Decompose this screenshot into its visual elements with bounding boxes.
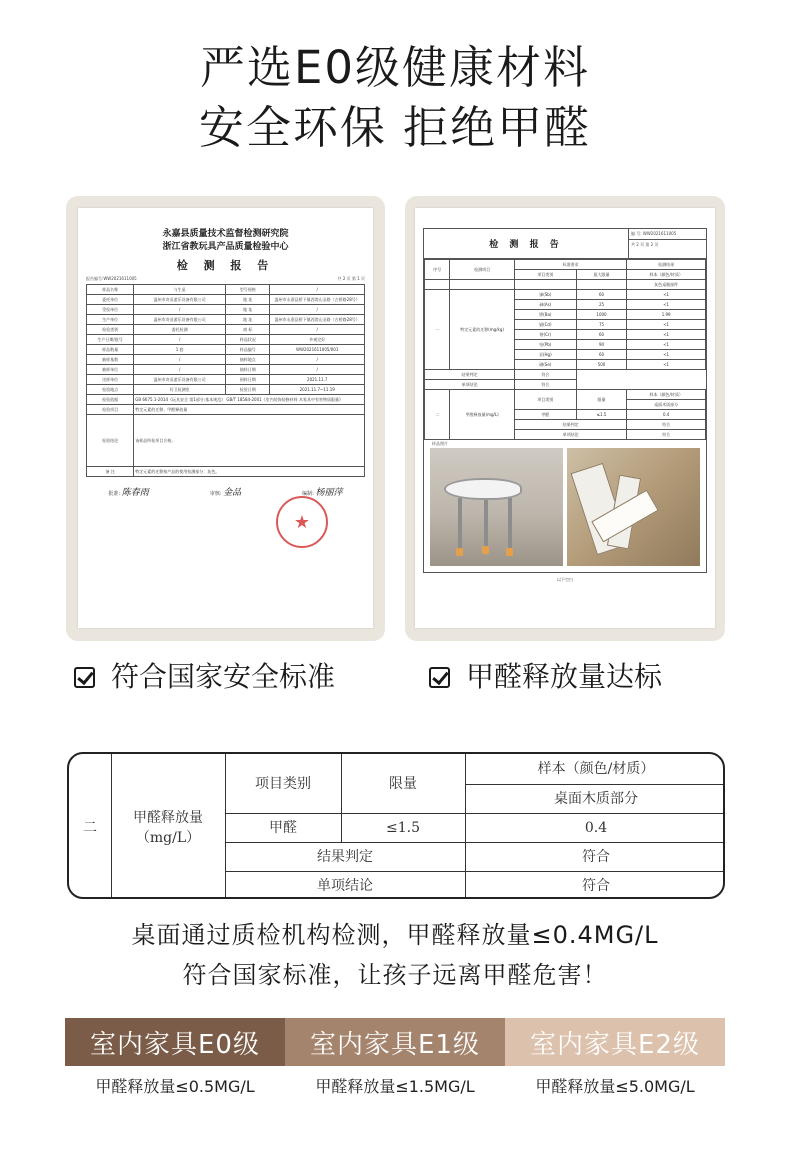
table-row [87, 305, 365, 315]
s2-sample: 桌面木质部分 [627, 400, 706, 410]
table-row [425, 380, 706, 390]
field-value: / [134, 335, 226, 345]
col-max: 最大限量 [576, 270, 627, 280]
col-no: 序号 [425, 260, 450, 280]
grade-e1-banner: 室内家具E1级 [285, 1018, 505, 1066]
table-row [87, 375, 365, 385]
report-info-table [86, 284, 365, 477]
spec-section-no: 二 [83, 819, 97, 836]
grade-e1-limit: 甲醛释放量≤1.5MG/L [315, 1077, 475, 1096]
field-label: 样品状况 [225, 335, 269, 345]
field-value: 1 套 [134, 345, 226, 355]
s1-single-label: 单项结论 [425, 380, 515, 390]
page-number: 共 2 页 第 1 页 [337, 276, 365, 281]
element-limit: 1000 [576, 310, 627, 320]
report-card-left [66, 196, 385, 641]
approver-signature: 陈春雨 [121, 488, 149, 498]
report-title: 检 测 报 告 [176, 259, 275, 272]
field-label: 地 址 [225, 305, 269, 315]
table-row [425, 280, 706, 290]
check-formaldehyde-text: 甲醛释放量达标 [466, 660, 663, 693]
spec-row-limit: ≤1.5 [386, 819, 420, 836]
col-result: 检测结果 [627, 260, 706, 270]
field-value: 温州市永嘉县桥下镇西湾山圣路（古桥路28号） [270, 295, 365, 305]
s2-sample-head: 样本（颜色/材质） [627, 390, 706, 400]
s2-result-label: 结果判定 [514, 420, 626, 430]
spec-single-value: 符合 [582, 878, 610, 894]
field-value: WW2021611005/001 [270, 345, 365, 355]
field-value: / [270, 325, 365, 335]
field-label: 抽样单位 [87, 365, 134, 375]
element-limit: 60 [576, 290, 627, 300]
items-label: 检验项目 [87, 405, 134, 415]
element-name: 硒(Se) [514, 360, 576, 370]
element-result: <1 [627, 340, 706, 350]
table-row [87, 345, 365, 355]
s2-no: 二 [425, 390, 450, 440]
grade-e0-limit: 甲醛释放量≤0.5MG/L [95, 1077, 255, 1096]
s2-single-label: 单项结论 [514, 430, 626, 440]
element-result: <1 [627, 330, 706, 340]
reviewer-signature: 金品 [223, 488, 242, 498]
basis-label: 检验依据 [87, 395, 134, 405]
check-safety-standard [74, 657, 335, 697]
field-value: 与生桌 [134, 285, 226, 295]
field-value: 温州市奇妥游乐设备有限公司 [134, 295, 226, 305]
field-label: 地 址 [225, 315, 269, 325]
field-label: 生产日期/批号 [87, 335, 134, 345]
field-label: 抽样地点 [225, 355, 269, 365]
report-number: 报告编号:WW2021611005 [86, 276, 137, 281]
field-value: / [270, 365, 365, 375]
field-value: / [134, 305, 226, 315]
element-name: 铅(Pb) [514, 340, 576, 350]
col-category: 项目类别 [514, 270, 576, 280]
s2-value: 0.4 [627, 410, 706, 420]
sample-photos [424, 448, 706, 572]
s1-result-label: 结果判定 [425, 370, 515, 380]
element-limit: 75 [576, 320, 627, 330]
element-limit: 60 [576, 330, 627, 340]
field-value: 温州市永嘉县桥下镇西湾山圣路（古桥路28号） [270, 315, 365, 325]
table-row [87, 315, 365, 325]
field-label: 检验日期 [225, 385, 269, 395]
spec-item-name-2: （mg/L） [135, 829, 201, 846]
spec-single-label: 单项结论 [317, 878, 373, 894]
field-value: / [134, 355, 226, 365]
s1-single: 符合 [514, 380, 576, 390]
table-row [425, 290, 706, 300]
sample-table-photo [430, 448, 563, 566]
formaldehyde-spec-table [67, 752, 725, 899]
field-value: 2021.11.7~11.19 [270, 385, 365, 395]
checkbox-icon [74, 667, 95, 688]
table-row [425, 370, 706, 380]
s2-category: 项目类别 [514, 390, 576, 410]
spec-sample-part: 桌面木质部分 [554, 790, 638, 807]
report-header [424, 229, 706, 259]
table-row [87, 415, 365, 467]
element-name: 锑(Sb) [514, 290, 576, 300]
table-row [87, 395, 365, 405]
field-value: 好卫检测室 [134, 385, 226, 395]
field-label: 检验地点 [87, 385, 134, 395]
element-name: 砷(As) [514, 300, 576, 310]
table-row [425, 390, 706, 400]
spec-item-name-1: 甲醛释放量 [133, 809, 203, 826]
field-value: 外观完好 [270, 335, 365, 345]
s1-name: 特定元素的迁移(mg/kg) [450, 290, 515, 370]
spec-header-limit: 限量 [389, 775, 417, 792]
sample-board-photo [567, 448, 700, 566]
s2-limit-value: ≤1.5 [576, 410, 627, 420]
col-sample: 样本（颜色/材质） [627, 270, 706, 280]
report-end-note: 以下空白 [557, 577, 573, 582]
summary-line-1: 桌面通过质检机构检测，甲醛释放量≤0.4MG/L [131, 921, 659, 949]
element-result: <1 [627, 360, 706, 370]
field-label: 地 址 [225, 295, 269, 305]
field-label: 样品数量 [87, 345, 134, 355]
table-row [87, 295, 365, 305]
report-meta [78, 276, 373, 282]
table-row [425, 260, 706, 270]
approver: 批准: 陈春雨 [108, 488, 149, 498]
results-table [424, 259, 706, 440]
s2-single: 符合 [627, 430, 706, 440]
element-name: 铬(Cr) [514, 330, 576, 340]
spec-item-name [111, 754, 225, 899]
spec-header-sample: 样本（颜色/材质） [537, 761, 655, 777]
institute-name-1: 永嘉县质量技术监督检测研究院 [162, 229, 289, 239]
spec-result-label: 结果判定 [317, 848, 373, 865]
sample-color: 灰色桌腿部件 [627, 280, 706, 290]
element-result: <1 [627, 320, 706, 330]
field-value: 2021.11.7 [270, 375, 365, 385]
element-result: <1 [627, 300, 706, 310]
field-value: 温州市奇妥游乐设备有限公司 [134, 315, 226, 325]
table-row [87, 385, 365, 395]
s2-result: 符合 [627, 420, 706, 430]
grade-e2-banner: 室内家具E2级 [505, 1018, 725, 1066]
spec-header-category: 项目类别 [255, 775, 311, 792]
spec-result-value: 符合 [582, 848, 610, 865]
table-row [87, 355, 365, 365]
s2-limit: 限量 [576, 390, 627, 410]
element-name: 镉(Cd) [514, 320, 576, 330]
field-label: 检验类别 [87, 325, 134, 335]
field-value: 温州市奇妥游乐设备有限公司 [134, 375, 226, 385]
field-label: 样品编号 [225, 345, 269, 355]
element-limit: 25 [576, 300, 627, 310]
basis-value: GB 6675.1-2014《玩具安全 第1部分:基本规范》 GB/T 18584-2001《室内装饰装修材料 木家具中有害物质限量》 [134, 395, 365, 405]
field-label: 委托单位 [87, 295, 134, 305]
check-formaldehyde [429, 657, 662, 697]
headline-line-1: 严选E0级健康材料 [199, 41, 591, 94]
table-row [87, 365, 365, 375]
reviewer: 审核: 金品 [209, 488, 242, 498]
element-result: <1 [627, 290, 706, 300]
s1-result: 符合 [514, 370, 576, 380]
table-row [87, 335, 365, 345]
element-limit: 90 [576, 340, 627, 350]
writer: 编制: 杨丽萍 [302, 488, 343, 498]
report-card-right [405, 196, 725, 641]
field-value: / [134, 365, 226, 375]
field-label: 受检单位 [87, 305, 134, 315]
report-page-2 [415, 208, 715, 628]
col-item: 检测项目 [450, 260, 515, 280]
table-row [87, 285, 365, 295]
field-value: 委托检测 [134, 325, 226, 335]
field-label: 送样单位 [87, 375, 134, 385]
conclusion-value: 该样品所检项目合格。 [134, 415, 365, 467]
official-stamp-icon: ★ [276, 496, 328, 548]
report-number-2: 编 号: WW2021611005 [629, 229, 706, 240]
field-label: 抽样日期 [225, 365, 269, 375]
spec-row-item: 甲醛 [269, 819, 297, 836]
photo-caption: 样品照片 [432, 441, 448, 446]
grade-e0-banner: 室内家具E0级 [65, 1018, 285, 1066]
grade-e2-limit: 甲醛释放量≤5.0MG/L [535, 1077, 695, 1096]
field-label: 到样日期 [225, 375, 269, 385]
report-meta-2 [628, 229, 706, 258]
element-result: <1 [627, 350, 706, 360]
report-title-2: 检 测 报 告 [489, 240, 563, 250]
field-label: 型号规格 [225, 285, 269, 295]
element-name: 汞(Hg) [514, 350, 576, 360]
items-value: 特定元素的迁移、甲醛释放量 [134, 405, 365, 415]
institute-name-2: 浙江省教玩具产品质量检验中心 [162, 242, 289, 252]
page-number-2: 共 2 页 第 2 页 [631, 242, 659, 247]
checkbox-icon [429, 667, 450, 688]
remark-label: 备 注 [87, 467, 134, 477]
writer-signature: 杨丽萍 [315, 488, 343, 498]
conclusion-label: 检验结论 [87, 415, 134, 467]
col-standard: 标准要求 [514, 260, 626, 270]
element-name: 钡(Ba) [514, 310, 576, 320]
signatures [78, 485, 373, 498]
s2-name: 甲醛释放量(mg/L) [450, 390, 515, 440]
table-row [87, 325, 365, 335]
field-label: 生产单位 [87, 315, 134, 325]
element-result: 1.99 [627, 310, 706, 320]
remark-value: 特定元素的迁移按产品的使用检测部分：灰色。 [134, 467, 365, 477]
table-row [87, 467, 365, 477]
spec-row-value: 0.4 [584, 819, 608, 836]
field-label: 抽样基数 [87, 355, 134, 365]
element-limit: 500 [576, 360, 627, 370]
s2-item: 甲醛 [514, 410, 576, 420]
table-row [87, 405, 365, 415]
field-label: 商 标 [225, 325, 269, 335]
summary-line-2: 符合国家标准，让孩子远离甲醛危害！ [182, 961, 608, 989]
report-page-1 [78, 208, 373, 628]
field-value: / [270, 285, 365, 295]
field-value: / [270, 355, 365, 365]
check-safety-text: 符合国家安全标准 [111, 660, 336, 693]
headline-line-2: 安全环保 拒绝甲醛 [198, 101, 592, 154]
field-label: 样品名称 [87, 285, 134, 295]
s1-no: 一 [425, 290, 450, 370]
field-value: / [270, 305, 365, 315]
element-limit: 60 [576, 350, 627, 360]
